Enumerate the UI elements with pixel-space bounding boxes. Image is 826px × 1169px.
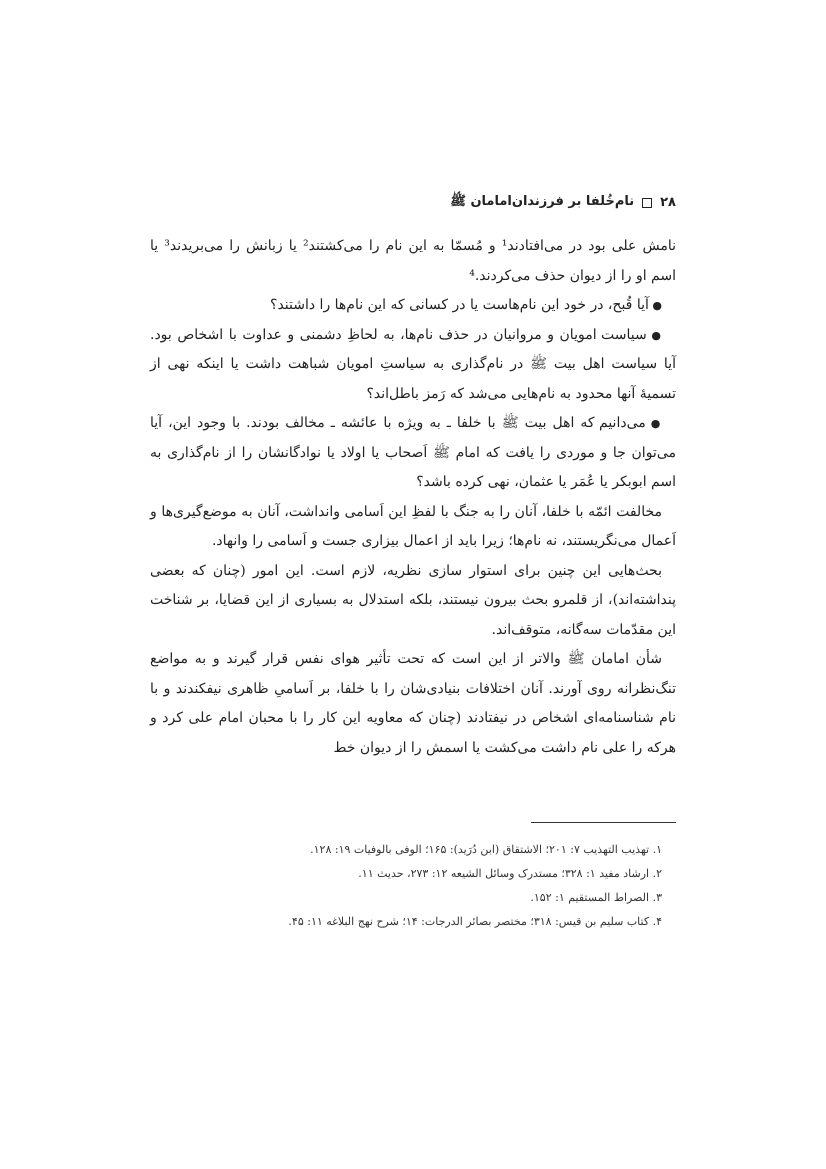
- square-icon: [642, 198, 652, 208]
- running-header: [150, 193, 676, 212]
- paragraph: ● سیاست امویان و مروانیان در حذف نام‌ها، به لحاظِ دشمنی و عداوت با اشخاص بود. آیا سیاست اهل بیت ﷺ در نام‌گذاری به سیاستِ امویان شباهت داشت یا اینکه نهی از تسمیهٔ آنها محدود به نام‌هایی می‌شد که رَمز باطل‌اند؟: [150, 321, 676, 410]
- paragraph: ● آیا قُبح، در خود این نام‌هاست یا در کسانی که این نام‌ها را داشتند؟: [150, 291, 676, 321]
- footnote: ۴. کتاب سلیم بن قیس: ۳۱۸؛ مختصر بصائر الدرجات: ۱۴؛ شرح نهج البلاغه ۱۱: ۴۵.: [288, 915, 662, 928]
- paragraph: مخالفت ائمّه با خلفا، آنان را به جنگ با لفظِ این اَسامی وانداشت، آنان به موضع‌گیری‌ها و اَعمال می‌نگریستند، نه نام‌ها؛ زیرا باید از اعمال بیزاری جست و اَسامی را وانهاد.: [150, 503, 676, 549]
- footnote: ۱. تهذیب التهذیب ۷: ۲۰۱؛ الاشتقاق (ابن دُرَید): ۱۶۵؛ الوفی بالوفیات ۱۹: ۱۲۸.: [310, 843, 662, 856]
- footnotes: [150, 838, 662, 934]
- footnote: ۳. الصراط المستقیم ۱: ۱۵۲.: [530, 891, 662, 904]
- paragraph: نامش علی بود در می‌افتادند¹ و مُسمّا به این نام را می‌کشتند² یا زبانش را می‌بریدند³ یا اسم او را از دیوان حذف می‌کردند.⁴: [150, 238, 676, 284]
- footnote: ۲. ارشاد مفید ۱: ۳۲۸؛ مستدرک وسائل الشیعه ۱۲: ۲۷۳، حدیث ۱۱.: [358, 867, 662, 880]
- paragraph: ● می‌دانیم که اهل بیت ﷺ با خلفا ـ به ویژه با عائشه ـ مخالف بودند. با وجود این، آیا می‌توان جا و موردی را یافت که امام ﷺ اَصحاب یا اولاد یا نوادگانشان را از نام‌گذاری به اسم ابوبکر یا عُمَر یا عثمان، نهی کرده باشد؟: [150, 409, 676, 498]
- page-number: ۲۸: [660, 195, 676, 210]
- running-title: نام‌خُلفا بر فرزندان‌امامان ﷺ: [450, 194, 635, 209]
- paragraph: شأن امامان ﷺ والاتر از این است که تحت تأثیر هوای نفس قرار گیرند و به مواضع تنگ‌نظرانه روی آورند. آنان اختلافات بنیادی‌شان را با خلفا، بر اَسامیِ ظاهری نیفکندند و با نام شناسنامه‌ای اشخاص در نیفتادند (چنان که معاویه این کار را با محبان امام علی کرد و هرکه را علی نام داشت می‌کشت یا اسمش را از دیوان خط: [150, 651, 676, 756]
- footnote-divider: [531, 822, 676, 823]
- main-text: [150, 232, 676, 763]
- paragraph: بحث‌هایی این چنین برای استوار سازی نظریه، لازم است. این امور (چنان که بعضی پنداشته‌اند)، از قلمرو بحث بیرون نیستند، بلکه استدلال به بسیاری از این قضایا، بر شناخت این مقدّمات سه‌گانه، متوقف‌اند.: [150, 562, 676, 638]
